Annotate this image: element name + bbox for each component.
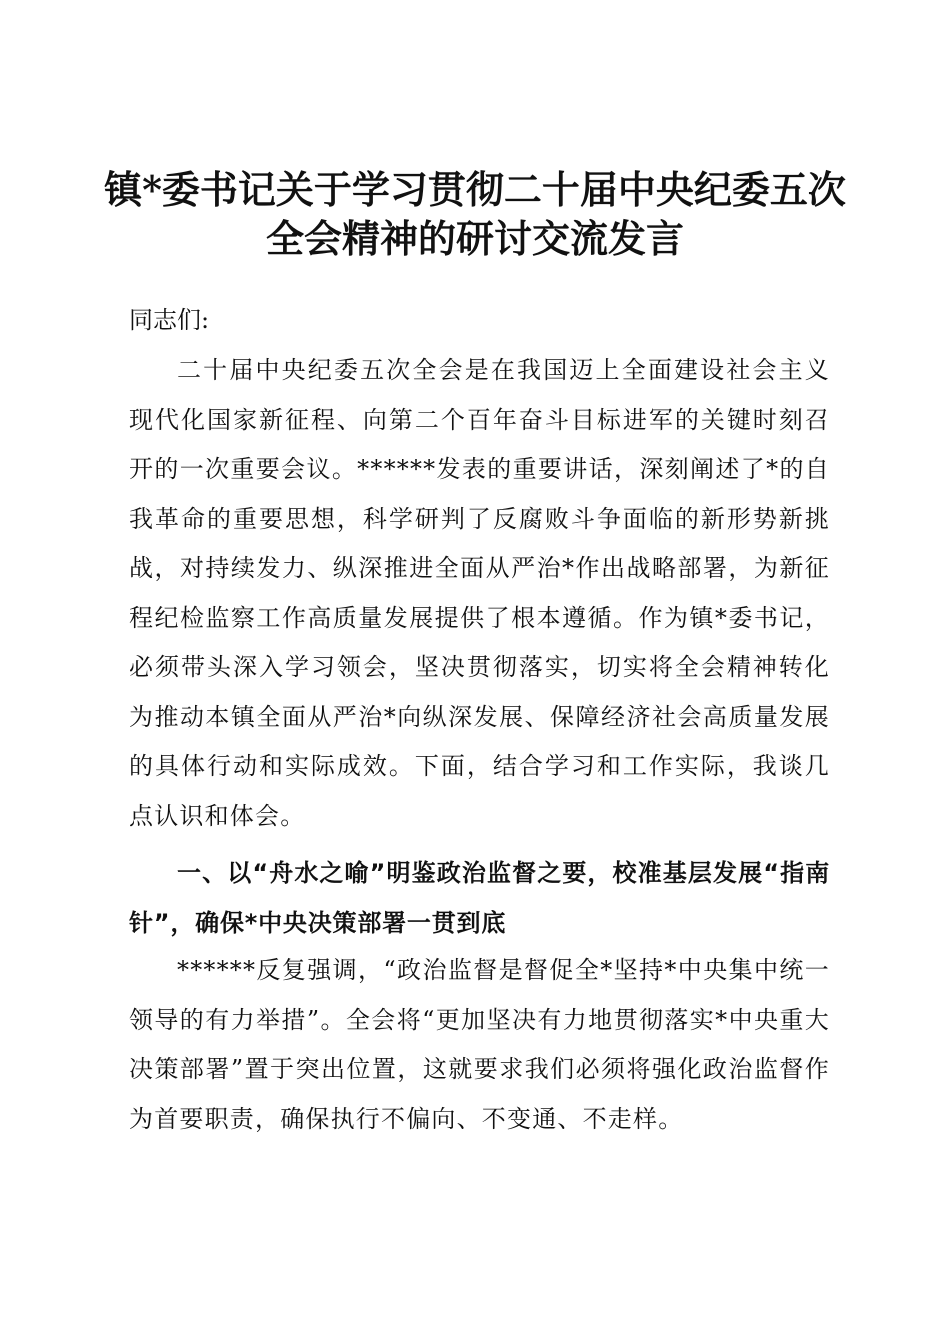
salutation: 同志们:: [129, 306, 210, 334]
intro-paragraph: 二十届中央纪委五次全会是在我国迈上全面建设社会主义现代化国家新征程、向第二个百年奋斗目标进军的关键时刻召开的一次重要会议。******发表的重要讲话，深刻阐述了*的自我革命的重要思想，科学研判了反腐败斗争面临的新形势新挑战，对持续发力、纵深推进全面从严治*作出战略部署，为新征程纪检监察工作高质量发展提供了根本遵循。作为镇*委书记，必须带头深入学习领会，坚决贯彻落实，切实将全会精神转化为推动本镇全面从严治*向纵深发展、保障经济社会高质量发展的具体行动和实际成效。下面，结合学习和工作实际，我谈几点认识和体会。: [129, 356, 830, 830]
document-title-line-1: 镇*委书记关于学习贯彻二十届中央纪委五次: [104, 167, 846, 212]
document-title-line-2: 全会精神的研讨交流发言: [265, 216, 684, 261]
section-1-paragraph: ******反复强调，“政治监督是督促全*坚持*中央集中统一领导的有力举措”。全会将“更加坚决有力地贯彻落实*中央重大决策部署”置于突出位置，这就要求我们必须将强化政治监督作为首要职责，确保执行不偏向、不变通、不走样。: [129, 956, 830, 1133]
section-heading-1: 一、以“舟水之喻”明鉴政治监督之要，校准基层发展“指南针”，确保*中央决策部署一贯到底: [129, 859, 830, 937]
